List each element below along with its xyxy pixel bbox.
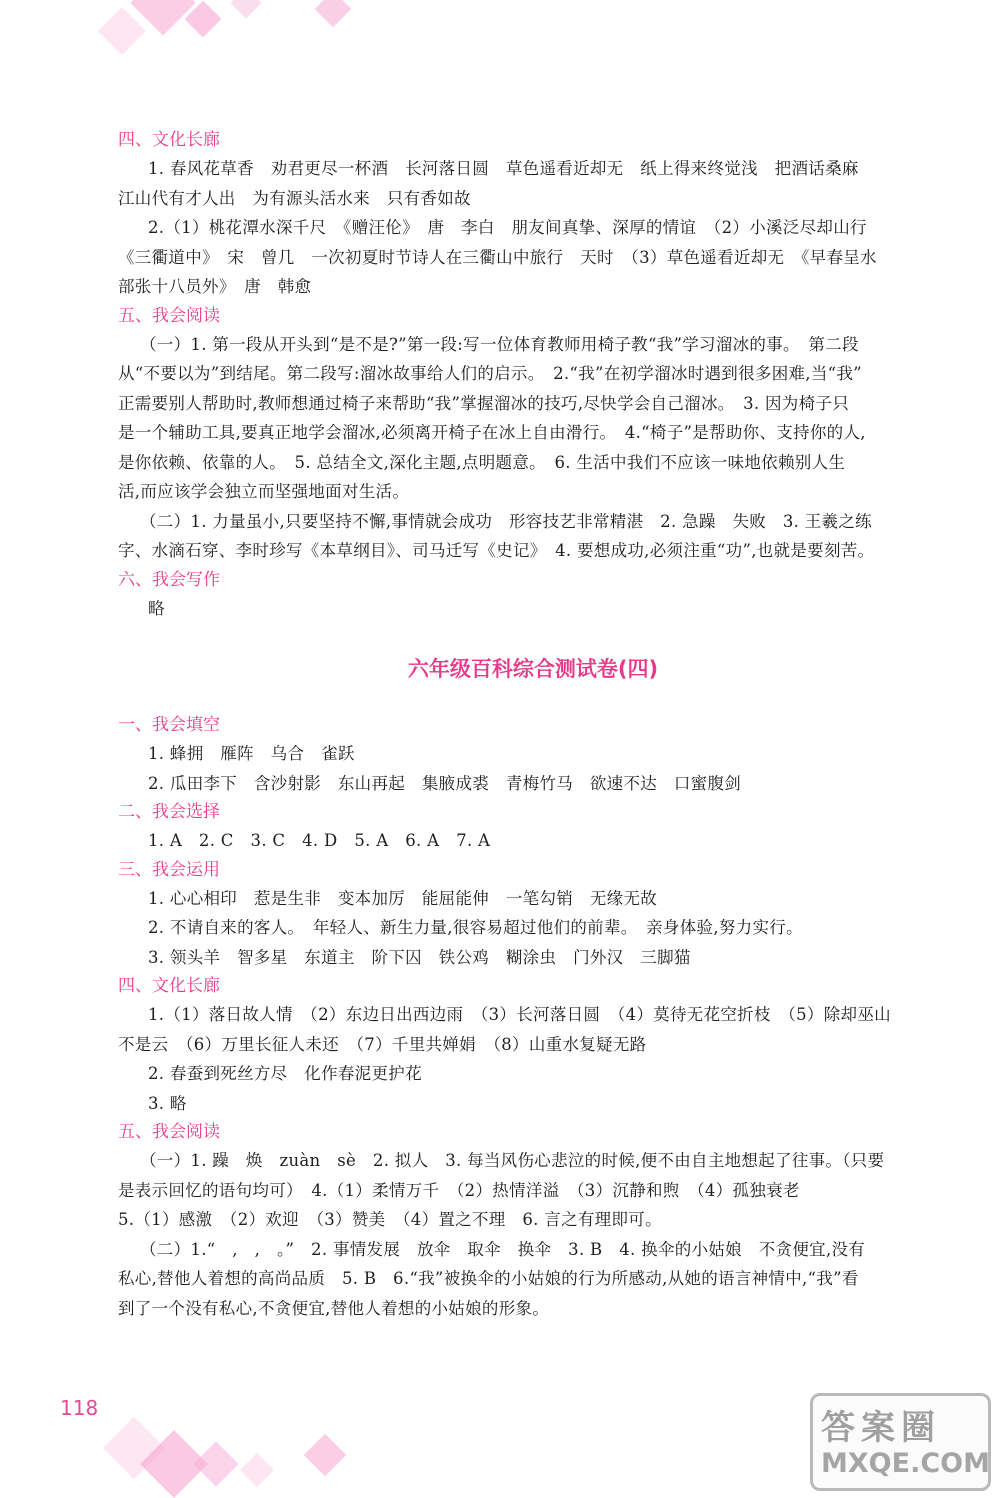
text-line: 1. A 2. C 3. C 4. D 5. A 6. A 7. A	[148, 831, 491, 850]
section-heading: 三、我会运用	[118, 859, 220, 880]
text-line: （二）1.“ , , 。” 2. 事情发展 放伞 取伞 换伞 3. B 4. 换伞的小姑娘 不贪便宜,没有	[140, 1239, 866, 1259]
answer-page	[118, 126, 948, 1323]
text-line: 私心,替他人着想的高尚品质 5. B 6.“我”被换伞的小姑娘的行为所感动,从她的语言神情中,“我”看	[118, 1269, 859, 1288]
text-line: 江山代有才人出 为有源头活水来 只有香如故	[118, 188, 471, 208]
text-line: 2. 瓜田李下 含沙射影 东山再起 集腋成裘 青梅竹马 欲速不达 口蜜腹剑	[148, 773, 742, 793]
text-line: 正需要别人帮助时,教师想通过椅子来帮助“我”掌握溜冰的技巧,尽快学会自己溜冰。 3. 因为椅子只	[118, 393, 849, 413]
text-line: 1. 春风花草香 劝君更尽一杯酒 长河落日圆 草色遥看近却无 纸上得来终觉浅 把酒话桑麻	[148, 159, 859, 178]
section-heading: 二、我会选择	[118, 802, 220, 822]
page-number: 118	[60, 1396, 99, 1420]
text-line: 1. 蜂拥 雁阵 乌合 雀跃	[148, 744, 355, 763]
section-heading: 五、我会阅读	[118, 305, 220, 326]
text-line: 从“不要以为”到结尾。第二段写:溜冰故事给人们的启示。 2.“我”在初学溜冰时遇到很多困难,当“我”	[118, 364, 862, 383]
watermark-text: 答案圈	[821, 1408, 941, 1448]
watermark-url: MXQE.COM	[821, 1448, 990, 1479]
text-line: 2. 春蚕到死丝方尽 化作春泥更护花	[148, 1064, 422, 1083]
text-line: 是表示回忆的语句均可） 4.（1）柔情万千 （2）热情洋溢 （3）沉静和煦 （4）孤独衰老	[118, 1180, 800, 1200]
test-title: 六年级百科综合测试卷(四)	[407, 657, 659, 681]
text-line: 3. 略	[148, 1093, 187, 1113]
text-line: （一）1. 躁 焕 zuàn sè 2. 拟人 3. 每当风伤心悲泣的时候,便不由自主地想起了往事。（只要	[140, 1151, 885, 1170]
text-line: （一）1. 第一段从开头到“是不是?”第一段:写一位体育教师用椅子教“我”学习溜冰的事。 第二段	[140, 334, 859, 354]
text-line: 不是云 （6）万里长征人未还 （7）千里共婵娟 （8）山重水复疑无路	[118, 1034, 647, 1054]
section-heading: 四、文化长廊	[118, 130, 220, 150]
text-line: 1. 心心相印 惹是生非 变本加厉 能屈能伸 一笔勾销 无缘无故	[148, 888, 658, 908]
section-heading: 五、我会阅读	[118, 1122, 220, 1142]
text-line: 略	[148, 598, 165, 618]
text-line: 5.（1）感激 （2）欢迎 （3）赞美 （4）置之不理 6. 言之有理即可。	[118, 1210, 662, 1229]
text-line: 是一个辅助工具,要真正地学会溜冰,必须离开椅子在冰上自由滑行。 4.“椅子”是帮助你、支持你的人,	[118, 423, 866, 442]
text-line: 2. 不请自来的客人。 年轻人、新生力量,很容易超过他们的前辈。 亲身体验,努力实行。	[148, 918, 803, 937]
section-heading: 一、我会填空	[118, 715, 220, 735]
text-line: （二）1. 力量虽小,只要坚持不懈,事情就会成功 形容技艺非常精湛 2. 急躁 失败 3. 王羲之练	[140, 511, 872, 531]
text-line: 活,而应该学会独立而坚强地面对生活。	[118, 482, 410, 501]
text-line: 部张十八员外》 唐 韩愈	[118, 277, 312, 296]
text-line: 是你依赖、依靠的人。 5. 总结全文,深化主题,点明题意。 6. 生活中我们不应该一味地依赖别人生	[118, 452, 846, 472]
section-heading: 六、我会写作	[118, 569, 220, 590]
text-line: 字、水滴石穿、李时珍写《本草纲目》、司马迁写《史记》 4. 要想成功,必须注重“功”,也就是要刻苦。	[118, 541, 875, 560]
text-line: 到了一个没有私心,不贪便宜,替他人着想的小姑娘的形象。	[118, 1298, 550, 1318]
text-line: 《三衢道中》 宋 曾几 一次初夏时节诗人在三衢山中旅行 天时 （3）草色遥看近却无 《早春呈水	[118, 247, 877, 267]
text-line: 2.（1）桃花潭水深千尺 《赠汪伦》 唐 李白 朋友间真挚、深厚的情谊 （2）小溪泛尽却山行	[148, 218, 867, 237]
text-line: 1.（1）落日故人情 （2）东边日出西边雨 （3）长河落日圆 （4）莫待无花空折枝 （5）除却巫山	[148, 1005, 891, 1024]
section-heading: 四、文化长廊	[118, 976, 220, 996]
text-line: 3. 领头羊 智多星 东道主 阶下囚 铁公鸡 糊涂虫 门外汉 三脚猫	[148, 947, 691, 967]
watermark-logo	[810, 1393, 991, 1491]
